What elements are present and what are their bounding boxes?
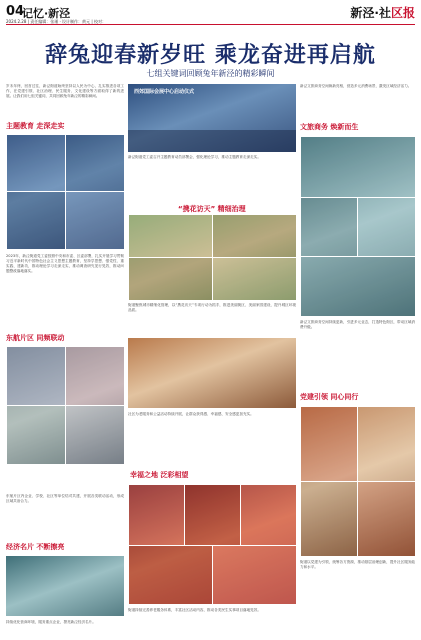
article-culture-intro: 新泾文旅商务空间焕新亮相，营造多元消费场景，激发区域经济活力。 — [300, 84, 412, 88]
headline: 辞兔迎春新岁旺 乘龙奋进再启航 — [45, 42, 376, 68]
section-heading-fine-governance: “携花访天” 精细治理 — [178, 205, 246, 213]
photo-theme-education — [6, 134, 124, 249]
caption-economy: 持续优化营商环境，服务重点企业，擦亮新泾经济名片。 — [6, 620, 96, 624]
newspaper-logo — [350, 4, 415, 21]
subheadline: 七组关键词回顾兔年新泾的精彩瞬间 — [146, 69, 275, 78]
caption-community: 社区为老服务和公益活动持续开展，让群众获得感、幸福感、安全感更加充实。 — [128, 412, 254, 416]
caption-conference: 新泾街道党工委召开主题教育动员部署会，强化理论学习，推动主题教育走深走实。 — [128, 155, 261, 159]
photo-donghang — [6, 346, 124, 464]
logo-text-red: 区报 — [390, 6, 415, 20]
banner-text: 西郊国际会展中心启动仪式 — [134, 89, 195, 95]
article-party-building: 街道以党建为引领，统筹各方资源，推动基层治理创新，提升社区服务能力和水平。 — [300, 560, 415, 569]
photo-conference — [128, 84, 296, 152]
section-heading-donghang: 东航片区 同频联动 — [6, 334, 65, 342]
issue-meta: 2024.2.28 | 责任编辑：张瑾 · 设计制作：黄元 | 校对： — [6, 19, 106, 24]
photo-economy — [6, 556, 124, 616]
header-divider — [6, 24, 415, 25]
article-happiness: 街道持续完善养老服务体系，丰富社区活动内容，推动各类民生实事项目落地见效。 — [128, 608, 261, 612]
section-heading-happiness: 幸福之地 泛彩相望 — [130, 471, 189, 479]
photo-party-building — [300, 406, 415, 556]
photo-fine-governance — [128, 214, 296, 300]
article-donghang: 东航片区内企业、学校、社区等单位结对共建，开展各类联动活动，形成区域共治合力。 — [6, 494, 124, 503]
section-heading-theme-education: 主题教育 走深走实 — [6, 122, 65, 130]
section-heading-party-building: 党建引领 同心同行 — [300, 393, 359, 401]
logo-text: 新泾·社 — [350, 6, 391, 20]
photo-community — [128, 338, 296, 408]
article-theme-education: 2023年，新泾街道党工委按照中央和市委、区委部署，扎实开展学习贯彻习近平新时代中国特色社会主义思想主题教育，坚持学思想、强党性、重实践、建新功，推动理论学习走深走实，推动调查研究见行见效，推动问题整改落地落实。 — [6, 254, 124, 273]
article-culture-tourism: 新泾文旅商务空间持续更新，引进多元业态，打造特色街区，带动区域消费升级。 — [300, 320, 415, 329]
section-heading-economy: 经济名片 不断擦亮 — [6, 543, 65, 551]
page-number: 04 — [6, 4, 25, 19]
photo-culture-tourism — [300, 136, 415, 316]
section-title: 记忆·新泾 — [22, 7, 71, 20]
photo-happiness — [128, 484, 296, 604]
intro-text: 岁末年终，回首过往，新泾街道始终坚持以人民为中心，扎实推进各项工作，在党建引领、社区治理、民生服务、文化建设等方面取得了新的进展。让我们用七组关键词，共同回顾兔年新泾的精彩瞬间。 — [6, 84, 124, 98]
section-heading-culture-tourism: 文旅商务 焕新而生 — [300, 123, 359, 131]
article-fine-governance: 街道聚焦城市精细化管理，以“携花访天”专项行动为抓手，推进美丽街区、美丽家园建设，提升城区环境品质。 — [128, 303, 296, 312]
